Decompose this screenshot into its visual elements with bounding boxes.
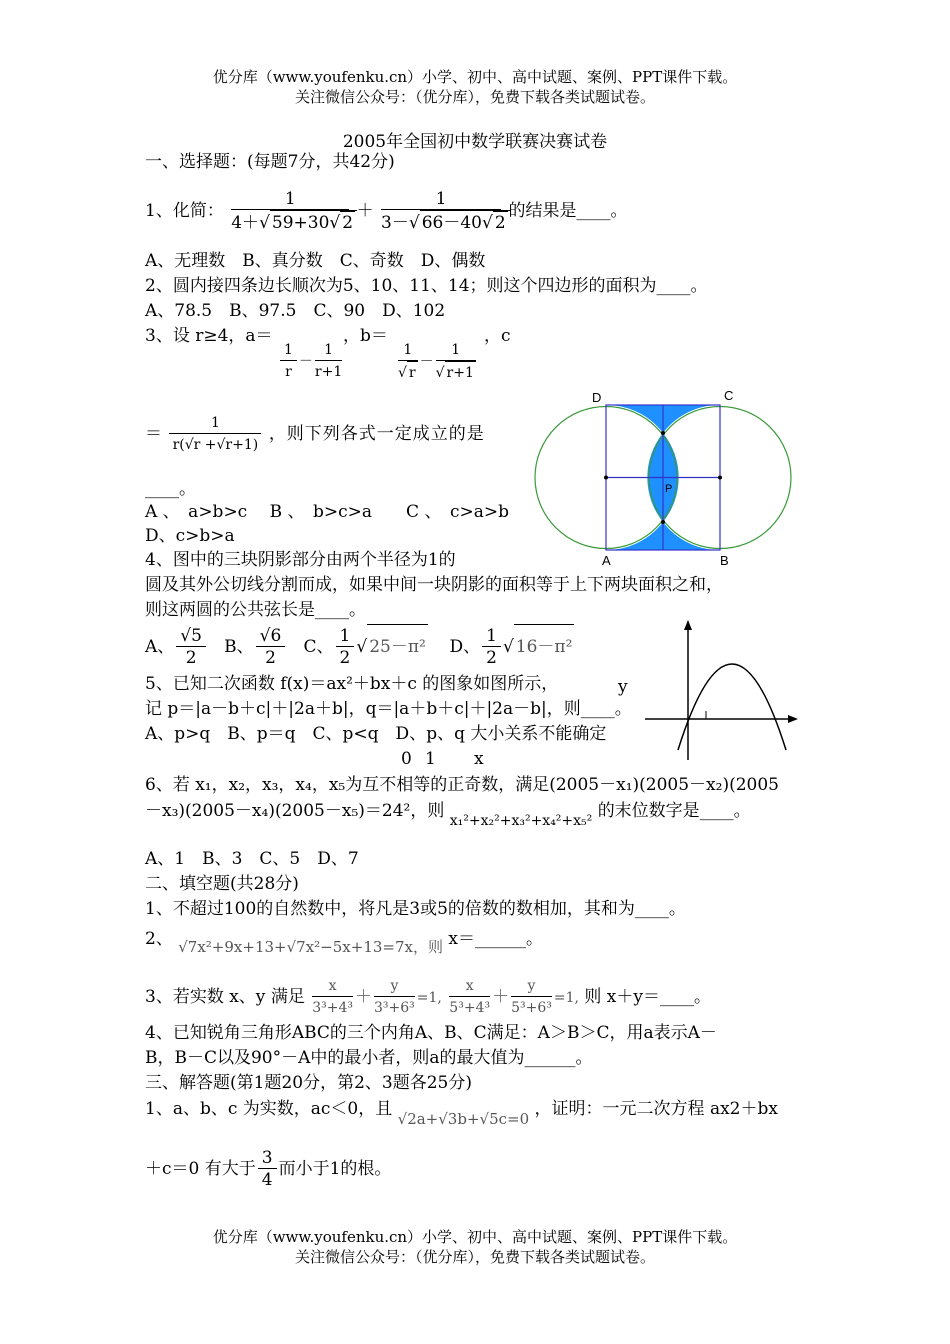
two-circles-figure xyxy=(530,384,810,570)
parabola-curve xyxy=(678,664,786,750)
question-3-1-line2: ＋c＝0 有大于 $\frac{3}{4}$ 而小于1的根。 xyxy=(145,1148,392,1190)
q1-fraction-2: $\frac{1}{3-√ 66-40√ 2}$ xyxy=(381,189,501,234)
section-1-heading: 一、选择题：(每题7分，共42分) xyxy=(145,152,395,172)
question-1-4-line2: 圆及其外公切线分割而成，如果中间一块阴影的面积等于上下两块面积之和， xyxy=(145,575,723,595)
q5-axis-0: 0 xyxy=(401,749,412,769)
q1-options: A、无理数 B、真分数 C、奇数 D、偶数 xyxy=(145,251,486,271)
question-1-1 xyxy=(145,188,627,234)
question-2-1: 1、不超过100的自然数中，将凡是3或5的倍数的数相加，其和为____。 xyxy=(145,899,686,919)
footer-line-1: 优分库（www.youfenku.cn）小学、初中、高中试题、案例、PPT课件下载。 xyxy=(212,1228,738,1246)
footer-line-2: 关注微信公众号：（优分库），免费下载各类试题试卷。 xyxy=(294,1248,655,1266)
q1-fraction-1: $\frac{1}{4+√ 59+30√ 2}$ xyxy=(231,189,349,234)
question-1-3: 3、设 r≥4，a＝ xyxy=(145,326,273,346)
label-D: D xyxy=(592,390,602,405)
q4-options: A、 $\frac{√5}{2}$ B、 $\frac{√6}{2}$ C、 $\frac{1}{2}$ √ 25－π² D、 $\frac{1}{2}$ √ 16－π² xyxy=(145,626,573,668)
q1-plus: ＋ xyxy=(356,201,374,221)
label-P: P xyxy=(665,483,673,495)
section-3-heading: 三、解答题(第1题20分，第2、3题各25分) xyxy=(145,1073,472,1093)
q3-options-2: D、c>b>a xyxy=(145,526,235,546)
question-2-4-line1: 4、已知锐角三角形ABC的三个内角A、B、C满足：A＞B＞C，用a表示A－ xyxy=(145,1023,717,1043)
header-line-2: 关注微信公众号：（优分库），免费下载各类试题试卷。 xyxy=(294,88,655,106)
q5-axis-x: x xyxy=(474,749,484,769)
section-2-heading: 二、填空题(共28分) xyxy=(145,874,299,894)
question-1-6-line1: 6、若 x₁，x₂，x₃，x₄，x₅为互不相等的正奇数，满足(2005－x₁)(2005－x₂)(2005 xyxy=(145,775,779,795)
q3-blank: ____。 xyxy=(145,479,196,499)
question-1-6-line2: －x₃)(2005－x₄)(2005－x₅)＝24²，则 $_{x_1^2+x_2^2+x_3^2+x_4^2+x_5^2}$ 的末位数字是____。 xyxy=(145,801,751,829)
question-1-5-line2: 记 p＝|a－b＋c|＋|2a＋b|，q＝|a＋b＋c|＋|2a－b|，则____。 xyxy=(145,699,632,719)
q5-axis-1: 1 xyxy=(425,749,436,769)
q3-c-line: ＝ $\frac{1}{r(√r +√r+1)}$ ，则下列各式一定成立的是 xyxy=(145,415,485,453)
q3-a-expression: $\frac{1}{r}$ － $\frac{1}{r+1}$ xyxy=(278,340,344,383)
q3-b-expression: $\frac{1}{√ r}$ － $\frac{1}{√ r+1}$ xyxy=(396,340,478,384)
q1-prefix: 1、化简： xyxy=(145,201,224,221)
q5-options: A、p>q B、p＝q C、p<q D、p、q 大小关系不能确定 xyxy=(145,724,607,744)
question-3-1-line1: 1、a、b、c 为实数，ac＜0，且 √2a+√3b+√5c=0 ，证明：一元二次方程 ax2＋bx xyxy=(145,1099,778,1128)
label-A: A xyxy=(602,553,611,568)
question-2-4-line2: B，B－C以及90°－A中的最小者，则a的最大值为______。 xyxy=(145,1048,593,1068)
label-C: C xyxy=(724,388,734,403)
q3-options-1: A 、 a>b>c B 、 b>c>a C 、 c>a>b xyxy=(145,502,509,522)
q1-suffix: 的结果是____。 xyxy=(508,201,628,221)
q2-options: A、78.5 B、97.5 C、90 D、102 xyxy=(145,301,446,321)
exam-title: 2005年全国初中数学联赛决赛试卷 xyxy=(342,132,608,152)
question-2-3: 3、若实数 x、y 满足 $\frac{x}{\text{3³+4³}}$ ＋ $\frac{y}{\text{3³+6³}}$ =1, $\frac{x}{\text{5³+4³}}$ ＋ $\frac{y}{\text{5³+6³}}$ =1, 则 x＋y＝____。 xyxy=(145,978,711,1016)
header-line-1: 优分库（www.youfenku.cn）小学、初中、高中试题、案例、PPT课件下载。 xyxy=(212,68,738,86)
question-1-4-line3: 则这两圆的公共弦长是____。 xyxy=(145,600,366,620)
label-B: B xyxy=(720,553,729,568)
q3-c-label: ，c xyxy=(484,326,511,346)
parabola-graph xyxy=(640,618,805,763)
q5-y-label: y xyxy=(618,677,628,697)
question-1-5-line1: 5、已知二次函数 f(x)＝ax²＋bx＋c 的图象如图所示， xyxy=(145,674,559,694)
question-2-2: 2、 √7x²+9x+13+√7x²−5x+13=7x，则 x＝______。 xyxy=(145,929,543,956)
question-1-4-line1: 4、图中的三块阴影部分由两个半径为1的 xyxy=(145,550,456,570)
q6-options: A、1 B、3 C、5 D、7 xyxy=(145,849,359,869)
question-1-2: 2、圆内接四条边长顺次为5、10、11、14；则这个四边形的面积为____。 xyxy=(145,276,708,296)
q3-b-label: ，b＝ xyxy=(343,326,388,346)
